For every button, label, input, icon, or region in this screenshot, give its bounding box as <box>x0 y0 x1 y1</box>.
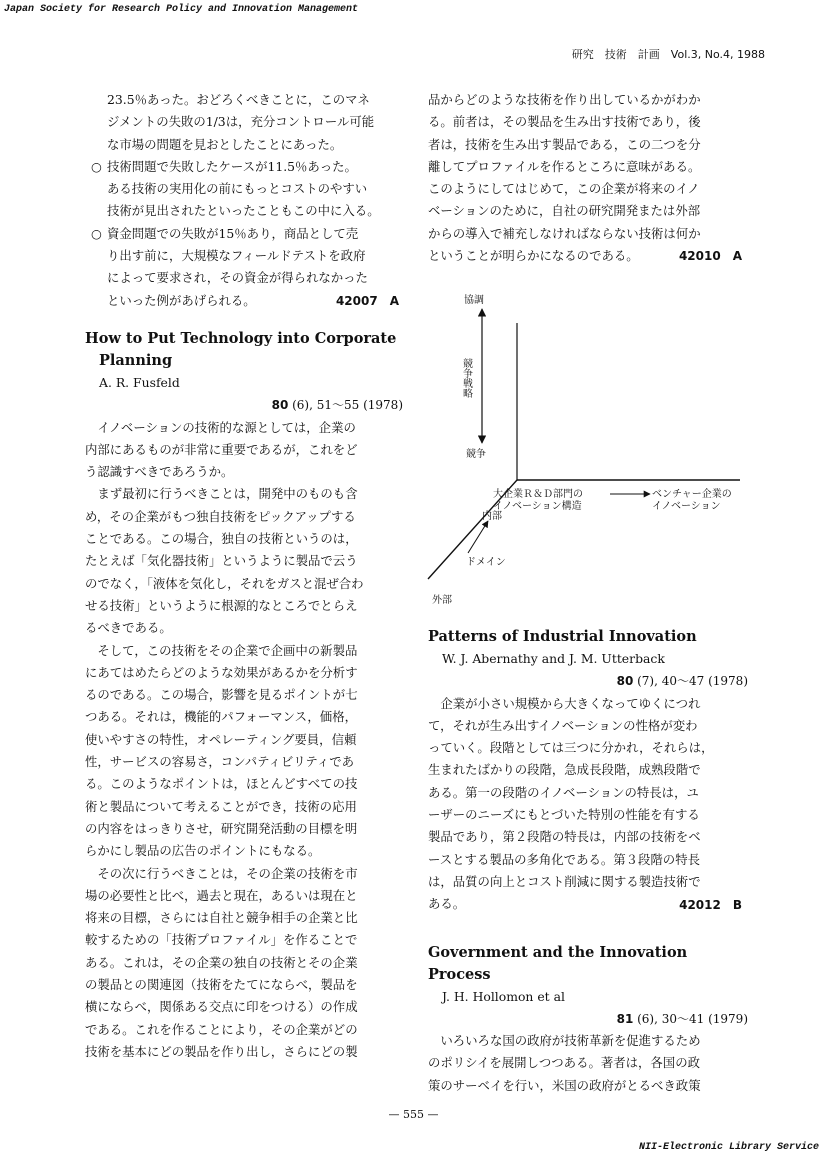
right-column-lower <box>428 626 748 1097</box>
text-line: るべきである。 <box>85 620 172 636</box>
text-line: 横にならべ，関係ある交点に印をつける）の作成 <box>85 999 358 1015</box>
text-line: 生まれたばかりの段階，急成長段階，成熟段階で <box>428 762 701 778</box>
text-line: その次に行うべきことは，その企業の技術を市 <box>85 865 358 881</box>
intro-line: 23.5％あった。おどろくべきことに，このマネ <box>107 92 370 107</box>
bullet-line <box>85 290 403 312</box>
text-line: からの導入で補充しなければならない技術は何か <box>428 225 701 241</box>
text-line: 策のサーベイを行い，米国の政府がとるべき政策 <box>428 1077 701 1093</box>
diagram-label-cooperation: 協調 <box>464 295 484 306</box>
text-line: そして，この技術をその企業で企画中の新製品 <box>85 642 358 658</box>
text-line: の内容をはっきりさせ，研究開発活動の目標を明 <box>85 820 358 836</box>
article-title-line: How to Put Technology into Corporate <box>85 329 397 347</box>
text-line: ということが明らかになるのである。 <box>428 248 639 264</box>
article-title: Government and the Innovation Process <box>428 943 688 983</box>
diagram-label-domain: ドメイン <box>466 557 506 568</box>
citation-volume: 80 <box>616 674 634 689</box>
citation-detail: (7), 40～47 (1978) <box>633 674 748 689</box>
text-line: 品からどのような技術を作り出しているかがわか <box>428 92 701 107</box>
article-citation <box>85 394 403 416</box>
text-line: らかにし製品の広告のポイントにもなる。 <box>85 843 321 859</box>
text-line: 使いやすさの特性，オペレーティング要員，信頼 <box>85 731 357 747</box>
diagram-label-competition: 競争 <box>466 449 486 460</box>
article-author: A. R. Fusfeld <box>99 374 180 390</box>
text-line: る。このようなポイントは，ほとんどすべての技 <box>85 776 358 792</box>
bullet-line: ある技術の実用化の前にもっとコストのやすい <box>107 181 368 197</box>
text-line: ことである。この場合，独自の技術というのは， <box>85 531 358 547</box>
article-title <box>85 328 403 372</box>
text-line: イノベーションの技術的な源としては，企業の <box>85 419 356 435</box>
text-line: 企業が小さい規模から大きくなってゆくにつれ <box>428 695 701 711</box>
bullet-mark: ○ <box>91 225 102 241</box>
text-line: このようにしてはじめて，この企業が将来のイノ <box>428 181 700 197</box>
article-author: J. H. Hollomon et al <box>442 988 565 1004</box>
text-line: 将来の目標，さらには自社と競争相手の企業と比 <box>85 910 358 926</box>
text-line: 者は，技術を生み出す製品である，この二つを分 <box>428 136 701 152</box>
text-line: いろいろな国の政府が技術革新を促進するため <box>428 1033 701 1049</box>
journal-header: 研究 技術 計画 Vol.3, No.4, 1988 <box>571 48 765 61</box>
diagram-label-strategy: 競争戦略 <box>460 358 472 398</box>
citation-volume: 80 <box>271 398 289 413</box>
text-line: っていく。段階としては三つに分かれ，それらは， <box>428 740 714 756</box>
bullet-item <box>85 156 403 178</box>
text-line: る。前者は，その製品を生み出す技術であり，後 <box>428 114 701 130</box>
text-line: である。これを作ることにより，その企業がどの <box>85 1021 358 1037</box>
text-line: たとえば「気化器技術」というように製品で云う <box>85 553 358 569</box>
article-author: W. J. Abernathy and J. M. Utterback <box>442 651 665 666</box>
text-line: ある。 <box>428 896 466 912</box>
bullet-mark: ○ <box>91 158 102 174</box>
article-title: Patterns of Industrial Innovation <box>428 628 697 645</box>
text-line: るのである。この場合，影響を見るポイントが七 <box>85 687 358 703</box>
citation-detail: (6), 30～41 (1979) <box>633 1011 748 1026</box>
text-line: 較するための「技術プロファイル」を作ることで <box>85 932 358 948</box>
left-column <box>85 89 403 1063</box>
text-line: の製品との関連図（技術をたてにならべ，製品を <box>85 976 358 992</box>
citation-detail: (6), 51～55 (1978) <box>288 398 403 413</box>
text-line: 性，サービスの容易さ，コンパティビリティであ <box>85 754 354 770</box>
text-line: つある。それは，機能的パフォーマンス，価格， <box>85 709 357 725</box>
bullet-line: り出す前に，大規模なフィールドテストを政府 <box>107 248 366 264</box>
society-banner: Japan Society for Research Policy and Innovation Management <box>4 4 359 15</box>
text-line: のでなく，「液体を気化し，それをガスと混ぜ合わ <box>85 575 364 591</box>
innovation-structure-diagram <box>422 285 762 615</box>
bullet-line-text: といった例があげられる。 <box>107 292 256 308</box>
diagram-label-inner: 内部 <box>482 511 502 522</box>
text-line: 製品であり，第２段階の特長は，内部の技術をベ <box>428 829 701 845</box>
article-body <box>428 693 748 916</box>
article-body <box>428 1030 748 1097</box>
diagram-label-venture-2: イノベーション <box>652 501 721 512</box>
text-line: う認識すべきであろうか。 <box>85 464 234 480</box>
page-number: — 555 — <box>388 1108 439 1121</box>
text-line: せる技術」というように根源的なところでとらえ <box>85 597 358 613</box>
text-line: にあてはめたらどのような効果があるかを分析す <box>85 664 358 680</box>
text-line: ースとする製品の多角化である。第３段階の特長 <box>428 851 700 867</box>
text-line: のポリシイを展開しつつある。著者は，各国の政 <box>428 1055 700 1071</box>
reference-code: 42007 A <box>335 293 399 308</box>
right-column <box>428 89 748 267</box>
intro-line: ジメントの失敗の1/3は，充分コントロール可能 <box>107 114 375 130</box>
text-line: て，それが生み出すイノベーションの性格が変わ <box>428 717 698 733</box>
bullet-first-line: 資金問題での失敗が15％あり，商品として売 <box>107 225 359 241</box>
article-body <box>85 417 403 1064</box>
bullet-line: 技術が見出されたといったこともこの中に入る。 <box>107 203 380 219</box>
reference-code: 42010 A <box>678 249 742 264</box>
text-line: は，品質の向上とコスト削減に関する製造技術で <box>428 873 701 889</box>
diagram-label-outer: 外部 <box>432 595 452 606</box>
text-line: ある。これは，その企業の独自の技術とその企業 <box>85 954 358 970</box>
continued-text <box>428 89 748 267</box>
diagram-label-venture-1: ベンチャー企業の <box>652 489 732 500</box>
text-line: ーザーのニーズにもとづいた特別の性能を有する <box>428 807 700 823</box>
bullet-line: によって要求され，その資金が得られなかった <box>107 270 368 286</box>
text-line: 場の必要性と比べ，過去と現在，あるいは現在と <box>85 887 358 903</box>
diagonal-arrow <box>468 521 488 553</box>
article-citation <box>428 670 748 692</box>
article-citation <box>428 1008 748 1030</box>
library-footer: NII-Electronic Library Service <box>638 1142 819 1153</box>
bullet-item <box>85 223 403 245</box>
text-line: 離してプロファイルを作るところに意味がある。 <box>428 158 701 174</box>
citation-volume: 81 <box>616 1011 634 1026</box>
text-line: ある。第一の段階のイノベーションの特長は，ユ <box>428 784 699 800</box>
text-line: ベーションのために，自社の研究開発または外部 <box>428 203 701 219</box>
text-line: まず最初に行うべきことは，開発中のものも含 <box>85 486 358 502</box>
diagram-label-rd-1: 大企業Ｒ＆Ｄ部門の <box>493 489 583 500</box>
text-line: 技術を基本にどの製品を作り出し，さらにどの製 <box>85 1043 358 1059</box>
text-line: 内部にあるものが非常に重要であるが，これをど <box>85 441 358 457</box>
reference-code: 42012 B <box>679 897 742 912</box>
text-line: め，その企業がもつ独自技術をピックアップする <box>85 508 356 524</box>
intro-line: な市場の問題を見おとしたことにあった。 <box>107 136 343 152</box>
text-line: 術と製品について考えることができ，技術の応用 <box>85 798 357 814</box>
article-title-line: Planning <box>99 351 173 369</box>
bullet-first-line: 技術問題で失敗したケースが11.5％あった。 <box>107 158 357 174</box>
diagram-label-rd-2: イノベーション構造 <box>493 501 582 512</box>
